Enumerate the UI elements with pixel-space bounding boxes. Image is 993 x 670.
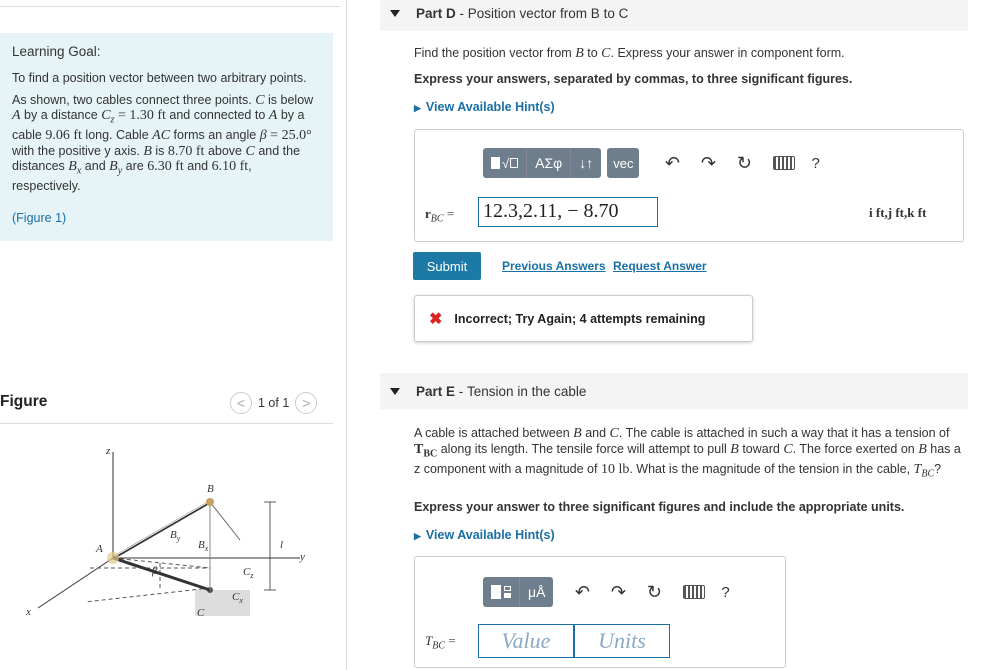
cable-ac bbox=[113, 558, 210, 590]
length-label: l bbox=[280, 539, 284, 551]
vec-button[interactable]: vec bbox=[607, 148, 639, 178]
right-panel bbox=[380, 0, 993, 670]
next-figure-button[interactable]: > bbox=[295, 392, 317, 414]
learning-goal-description: As shown, two cables connect three points. C is below A by a distance $C_z = 1.30$ ft and connected to A by a cable 9.06 ft long. Cable AC forms an angle β = 25.0° with the positive y axis. B is 8.70 ft above C and the distances $B_x$ and $B_y$ are 6.30 ft and 6.10 ft, respectively. bbox=[12, 93, 314, 194]
redo-icon[interactable]: ↷ bbox=[700, 152, 716, 173]
figure-page-count: 1 of 1 bbox=[258, 396, 290, 410]
point-a bbox=[107, 552, 119, 564]
redo-icon[interactable]: ↷ bbox=[610, 581, 626, 602]
z-axis-label: z bbox=[106, 445, 111, 457]
label-bx: $B_x$ bbox=[198, 539, 209, 553]
part-e-prompt: A cable is attached between B and C. The cable is attached in such a way that it has a tension of $T_{BC}$ along its length. The tensile force will attempt to pull B toward C. The force exerted on B has a z component with a magnitude of 10 lb. What is the magnitude of the tension in the cable, $T_{BC}$? bbox=[414, 426, 961, 479]
keyboard-icon[interactable] bbox=[683, 585, 705, 599]
reset-icon[interactable]: ↻ bbox=[736, 152, 752, 173]
undo-icon[interactable]: ↶ bbox=[664, 152, 680, 173]
x-axis-label: x bbox=[26, 606, 31, 618]
part-d-answer-label: $r_{BC}$ = bbox=[425, 206, 455, 225]
undo-icon[interactable]: ↶ bbox=[574, 581, 590, 602]
collapse-triangle-icon[interactable] bbox=[390, 388, 400, 395]
learning-goal-title: Learning Goal: bbox=[12, 44, 101, 59]
template-icon[interactable]: √ bbox=[483, 148, 527, 178]
caret-right-icon: ▶ bbox=[414, 103, 421, 113]
previous-answers-link[interactable]: Previous Answers bbox=[502, 259, 606, 273]
feedback-banner bbox=[414, 295, 753, 342]
math-template-group bbox=[483, 148, 601, 178]
learning-goal-box bbox=[0, 33, 333, 241]
part-d-toolbar bbox=[483, 148, 820, 178]
value-input[interactable]: Value bbox=[478, 624, 574, 658]
part-e-toolbar bbox=[483, 577, 730, 607]
feedback-text: Incorrect; Try Again; 4 attempts remaining bbox=[454, 311, 706, 326]
figure-label: Figure bbox=[0, 393, 48, 410]
label-by: $B_y$ bbox=[170, 529, 181, 543]
part-d-prompt: Find the position vector from B to C. Express your answer in component form. bbox=[414, 46, 845, 61]
part-d-instruction: Express your answers, separated by commas, to three significant figures. bbox=[414, 72, 853, 86]
part-e-answer-box bbox=[414, 556, 786, 668]
units-input[interactable]: Units bbox=[574, 624, 670, 658]
collapse-triangle-icon[interactable] bbox=[390, 10, 400, 17]
part-e-answer-label: $T_{BC}$ = bbox=[425, 633, 456, 652]
left-panel bbox=[0, 0, 340, 670]
fraction-template-icon[interactable] bbox=[483, 577, 520, 607]
part-d-hint-link[interactable]: ▶ View Available Hint(s) bbox=[414, 100, 555, 114]
label-beta: β bbox=[152, 565, 158, 577]
label-b: B bbox=[207, 483, 214, 495]
arrows-button[interactable]: ↓↑ bbox=[579, 155, 594, 171]
top-divider bbox=[0, 6, 340, 7]
cable-ab bbox=[113, 502, 210, 558]
greek-symbols-button[interactable]: ΑΣφ bbox=[527, 148, 571, 178]
request-answer-link[interactable]: Request Answer bbox=[613, 259, 707, 273]
label-cx: $C_x$ bbox=[232, 591, 243, 605]
part-e-hint-link[interactable]: ▶ View Available Hint(s) bbox=[414, 528, 555, 542]
caret-right-icon: ▶ bbox=[414, 531, 421, 541]
submit-button[interactable]: Submit bbox=[413, 252, 481, 280]
column-divider bbox=[346, 0, 347, 670]
part-d-answer-box bbox=[414, 129, 964, 242]
incorrect-x-icon: ✖ bbox=[429, 310, 443, 328]
part-e-title: Tension in the cable bbox=[467, 383, 587, 399]
keyboard-icon[interactable] bbox=[773, 156, 795, 170]
figure-pager bbox=[230, 392, 317, 414]
y-axis-label: y bbox=[300, 551, 305, 563]
part-e-instruction: Express your answer to three significant figures and include the appropriate units. bbox=[414, 500, 905, 514]
part-d-title: Position vector from B to C bbox=[467, 5, 629, 21]
label-c: C bbox=[197, 607, 205, 619]
figure-divider bbox=[0, 423, 333, 424]
prev-figure-button[interactable]: < bbox=[230, 392, 252, 414]
cable-diagram bbox=[0, 430, 333, 630]
units-symbols-button[interactable]: μÅ bbox=[528, 584, 546, 600]
math-template-group bbox=[483, 577, 553, 607]
point-b bbox=[206, 498, 214, 506]
part-d-header[interactable]: Part D - Position vector from B to C bbox=[380, 0, 968, 31]
part-d-answer-input[interactable]: 12.3,2.11, − 8.70 bbox=[478, 197, 658, 227]
part-e-header[interactable]: Part E - Tension in the cable bbox=[380, 373, 968, 409]
figure-header bbox=[0, 390, 333, 422]
learning-goal-intro: To find a position vector between two arbitrary points. bbox=[12, 71, 307, 85]
reset-icon[interactable]: ↻ bbox=[646, 581, 662, 602]
figure-link[interactable]: (Figure 1) bbox=[12, 211, 67, 226]
help-icon[interactable]: ? bbox=[721, 583, 730, 601]
help-icon[interactable]: ? bbox=[811, 154, 820, 172]
part-d-units: i ft,j ft,k ft bbox=[869, 205, 927, 220]
label-cz: $C_z$ bbox=[243, 566, 254, 580]
label-a: A bbox=[96, 543, 103, 555]
